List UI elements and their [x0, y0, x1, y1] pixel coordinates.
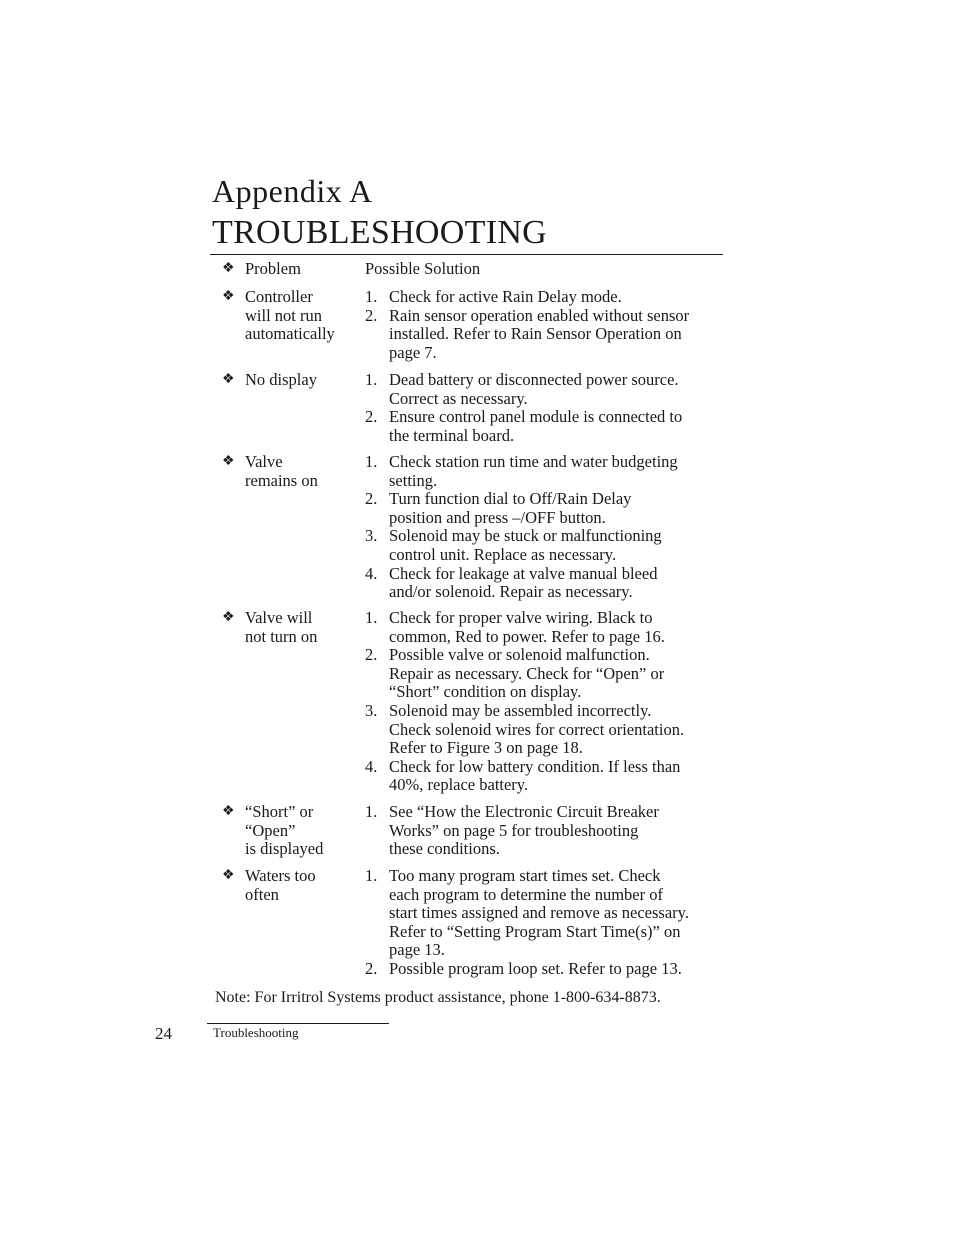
solution-line: page 13.: [389, 940, 445, 960]
problem-line: is displayed: [245, 839, 324, 859]
problem-line: often: [245, 884, 279, 904]
solution-line: each program to determine the number of: [389, 884, 663, 904]
solution-text: [389, 609, 722, 646]
solution-line: Dead battery or disconnected power source.: [389, 370, 679, 389]
solution-item: [365, 609, 722, 646]
solution-number: 4.: [365, 756, 378, 776]
solution-item: [365, 758, 722, 795]
solution-line: Repair as necessary. Check for “Open” or: [389, 663, 665, 683]
table-row: [222, 371, 722, 445]
solution-list: [365, 288, 722, 362]
diamond-bullet-icon: ❖: [222, 804, 235, 819]
solution-number: 2.: [365, 958, 378, 978]
solution-line: See “How the Electronic Circuit Breaker: [389, 802, 659, 821]
column-header-problem: Problem: [245, 259, 301, 278]
solution-line: and/or solenoid. Repair as necessary.: [389, 582, 633, 602]
solution-line: common, Red to power. Refer to page 16.: [389, 626, 665, 646]
problem-cell: [245, 867, 365, 904]
solution-line: Refer to Figure 3 on page 18.: [389, 738, 583, 758]
solution-line: installed. Refer to Rain Sensor Operation on: [389, 324, 682, 344]
solution-item: [365, 288, 722, 307]
solution-text: [389, 565, 722, 602]
table-row: [222, 288, 722, 362]
solution-list: [365, 803, 722, 859]
solution-list: [365, 453, 722, 602]
solution-item: [365, 408, 722, 445]
diamond-bullet-icon: ❖: [222, 372, 235, 387]
solution-line: Check for leakage at valve manual bleed: [389, 563, 658, 583]
solution-line: these conditions.: [389, 839, 500, 859]
solution-line: Solenoid may be stuck or malfunctioning: [389, 526, 662, 546]
support-note: Note: For Irritrol Systems product assistance, phone 1-800-634-8873.: [215, 989, 661, 1006]
solution-text: [389, 527, 722, 564]
solution-number: 2.: [365, 645, 378, 665]
problem-line: will not run: [245, 305, 322, 325]
table-row: [222, 867, 722, 979]
table-row: [222, 609, 722, 795]
page-number: 24: [155, 1024, 172, 1043]
solution-line: Check station run time and water budgeting: [389, 452, 678, 471]
solution-line: Too many program start times set. Check: [389, 866, 661, 885]
solution-line: Refer to “Setting Program Start Time(s)” on: [389, 921, 681, 941]
solution-item: [365, 960, 722, 979]
title-divider: [210, 254, 723, 255]
footer-divider: [207, 1023, 389, 1024]
solution-text: [389, 803, 722, 859]
solution-item: [365, 803, 722, 859]
solution-text: [389, 758, 722, 795]
solution-item: [365, 867, 722, 960]
solution-item: [365, 453, 722, 490]
solution-text: [389, 867, 722, 960]
solution-line: control unit. Replace as necessary.: [389, 544, 617, 564]
problem-line: Valve: [245, 452, 283, 471]
solution-line: Check for low battery condition. If less than: [389, 756, 681, 776]
solution-line: Correct as necessary.: [389, 388, 528, 408]
solution-list: [365, 371, 722, 445]
diamond-bullet-icon: ❖: [222, 454, 235, 469]
solution-number: 2.: [365, 489, 378, 509]
solution-number: 3.: [365, 700, 378, 720]
solution-number: 1.: [365, 452, 378, 471]
solution-line: start times assigned and remove as necessary.: [389, 903, 689, 923]
solution-text: [389, 646, 722, 702]
solution-line: setting.: [389, 470, 438, 490]
problem-line: remains on: [245, 470, 318, 490]
solution-item: [365, 565, 722, 602]
diamond-bullet-icon: ❖: [222, 868, 235, 883]
solution-item: [365, 702, 722, 758]
footer-section-label: Troubleshooting: [213, 1025, 299, 1040]
table-header-row: [222, 260, 722, 279]
diamond-bullet-icon: ❖: [222, 610, 235, 625]
solution-line: “Short” condition on display.: [389, 682, 582, 702]
solution-line: Rain sensor operation enabled without sensor: [389, 305, 690, 325]
solution-line: the terminal board.: [389, 425, 515, 445]
solution-number: 1.: [365, 287, 378, 306]
solution-line: Possible program loop set. Refer to page 13.: [389, 958, 682, 978]
solution-number: 3.: [365, 526, 378, 546]
problem-line: Controller: [245, 287, 313, 306]
problem-line: “Short” or: [245, 802, 314, 821]
solution-item: [365, 490, 722, 527]
solution-line: Possible valve or solenoid malfunction.: [389, 645, 650, 665]
table-row: [222, 803, 722, 859]
solution-text: [389, 288, 722, 307]
section-title: TROUBLESHOOTING: [212, 214, 548, 251]
problem-line: No display: [245, 370, 317, 389]
solution-number: 1.: [365, 866, 378, 885]
solution-item: [365, 646, 722, 702]
solution-text: [389, 702, 722, 758]
solution-line: Check solenoid wires for correct orientation.: [389, 719, 685, 739]
column-header-solution: Possible Solution: [365, 259, 481, 278]
appendix-label: Appendix A: [212, 173, 373, 209]
title-block: [212, 171, 723, 255]
solution-line: Solenoid may be assembled incorrectly.: [389, 700, 652, 720]
solution-number: 2.: [365, 407, 378, 427]
solution-list: [365, 867, 722, 979]
problem-line: automatically: [245, 324, 335, 344]
problem-line: “Open”: [245, 820, 296, 840]
solution-line: Check for proper valve wiring. Black to: [389, 608, 653, 627]
diamond-bullet-icon: ❖: [222, 261, 235, 276]
solution-line: Turn function dial to Off/Rain Delay: [389, 489, 632, 509]
problem-cell: [245, 803, 365, 859]
table-row: [222, 453, 722, 602]
solution-text: [389, 371, 722, 408]
solution-text: [389, 960, 722, 979]
solution-line: Ensure control panel module is connected to: [389, 407, 683, 427]
solution-text: [389, 408, 722, 445]
solution-line: Works” on page 5 for troubleshooting: [389, 820, 639, 840]
solution-line: position and press –/OFF button.: [389, 507, 606, 527]
diamond-bullet-icon: ❖: [222, 289, 235, 304]
solution-number: 1.: [365, 802, 378, 821]
solution-text: [389, 490, 722, 527]
solution-line: 40%, replace battery.: [389, 775, 529, 795]
solution-number: 1.: [365, 608, 378, 627]
solution-text: [389, 307, 722, 363]
problem-cell: [245, 453, 365, 490]
problem-line: not turn on: [245, 626, 318, 646]
solution-text: [389, 453, 722, 490]
solution-number: 1.: [365, 370, 378, 389]
problem-cell: [245, 371, 365, 390]
solution-item: [365, 307, 722, 363]
problem-cell: [245, 288, 365, 344]
problem-line: Valve will: [245, 608, 313, 627]
problem-cell: [245, 609, 365, 646]
solution-number: 4.: [365, 563, 378, 583]
solution-line: page 7.: [389, 342, 437, 362]
problem-line: Waters too: [245, 866, 316, 885]
solution-item: [365, 371, 722, 408]
solution-number: 2.: [365, 305, 378, 325]
solution-item: [365, 527, 722, 564]
solution-list: [365, 609, 722, 795]
solution-line: Check for active Rain Delay mode.: [389, 287, 622, 306]
